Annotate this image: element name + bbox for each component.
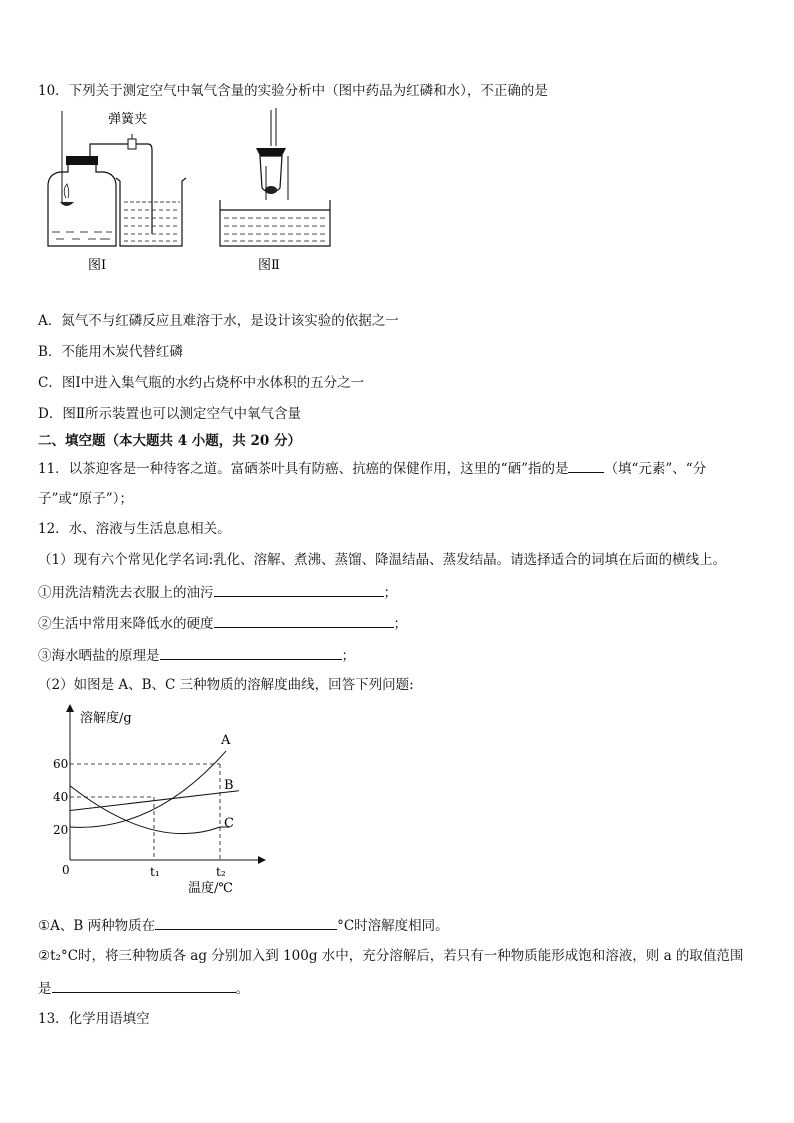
q12-item3-blank[interactable]: [160, 645, 342, 660]
q12-sub2-line1: ②t₂°C时，将三种物质各 ag 分别加入到 100g 水中，充分溶解后，若只有一种物质能形成饱和溶液，则 a 的取值范围: [38, 948, 744, 964]
q11-line1: [38, 458, 706, 478]
q12-item2-blank[interactable]: [214, 613, 394, 628]
q10-stem: 10．下列关于测定空气中氧气含量的实验分析中（图中药品为红磷和水），不正确的是: [38, 83, 548, 99]
q12-sub1-blank[interactable]: [155, 915, 337, 930]
q12-sub2-text-c: 。: [235, 981, 249, 997]
q12-item3-semicolon: ；: [341, 648, 355, 664]
q12-sub1: [38, 915, 449, 935]
q10-option-b: B．不能用木炭代替红磷: [38, 344, 183, 360]
q12-sub2-line2: [38, 978, 249, 998]
q12-stem: 12．水、溶液与生活息息相关。: [38, 521, 231, 537]
q12-sub1-text-b: °C时溶解度相同。: [337, 918, 449, 934]
y-tick-20: 20: [53, 823, 69, 837]
q10-option-d: D．图Ⅱ所示装置也可以测定空气中氧气含量: [38, 406, 301, 422]
section2-title: 二、填空题（本大题共 4 小题，共 20 分）: [38, 433, 301, 449]
q12-item1-text: ①用洗洁精洗去衣服上的油污: [38, 585, 214, 601]
q12-item1-semicolon: ；: [383, 585, 397, 601]
q12-part2: （2）如图是 A、B、C 三种物质的溶解度曲线，回答下列问题:: [38, 677, 414, 693]
q12-item2-text: ②生活中常用来降低水的硬度: [38, 616, 214, 632]
y-axis-label: 溶解度/g: [80, 711, 132, 726]
q12-part1: （1）现有六个常见化学名词:乳化、溶解、煮沸、蒸馏、降温结晶、蒸发结晶。请选择适合的词填在后面的横线上。: [38, 552, 727, 568]
origin-label: 0: [62, 863, 70, 877]
q11-text-b: （填“元素”、“分: [604, 461, 707, 477]
q12-item1: [38, 582, 397, 602]
q12-item3-text: ③海水晒盐的原理是: [38, 648, 160, 664]
fig2-caption: 图Ⅱ: [258, 258, 280, 273]
fig1-clamp-label: 弹簧夹: [108, 112, 148, 127]
q10-apparatus-figure: [30, 106, 370, 276]
y-tick-40: 40: [53, 790, 69, 804]
fig1-caption: 图Ⅰ: [88, 258, 107, 273]
curve-a: [70, 751, 226, 827]
q10-option-c: C．图Ⅰ中进入集气瓶的水约占烧杯中水体积的五分之一: [38, 375, 365, 391]
q12-item2-semicolon: ；: [393, 616, 407, 632]
series-label-a: A: [221, 733, 231, 748]
q11-answer-blank[interactable]: [568, 458, 604, 473]
series-label-c: C: [224, 816, 234, 831]
y-tick-60: 60: [53, 757, 69, 771]
q12-item1-blank[interactable]: [214, 582, 384, 597]
series-label-b: B: [224, 778, 234, 793]
q11-line2: 子”或“原子”）；: [38, 491, 133, 507]
solubility-chart: [40, 700, 270, 900]
q12-sub2-blank[interactable]: [52, 978, 236, 993]
q12-item3: [38, 645, 355, 665]
q10-option-a: A．氮气不与红磷反应且难溶于水，是设计该实验的依据之一: [38, 313, 399, 329]
x-tick-t2: t₂: [216, 865, 226, 879]
x-tick-t1: t₁: [150, 865, 160, 879]
q12-item2: [38, 613, 407, 633]
x-axis-label: 温度/℃: [188, 881, 233, 896]
q11-text-a: 11．以茶迎客是一种待客之道。富硒茶叶具有防癌、抗癌的保健作用，这里的“硒”指的是: [38, 461, 569, 477]
q12-sub2-text-b: 是: [38, 981, 52, 997]
q12-sub1-text-a: ①A、B 两种物质在: [38, 918, 156, 934]
q13-stem: 13．化学用语填空: [38, 1011, 150, 1027]
